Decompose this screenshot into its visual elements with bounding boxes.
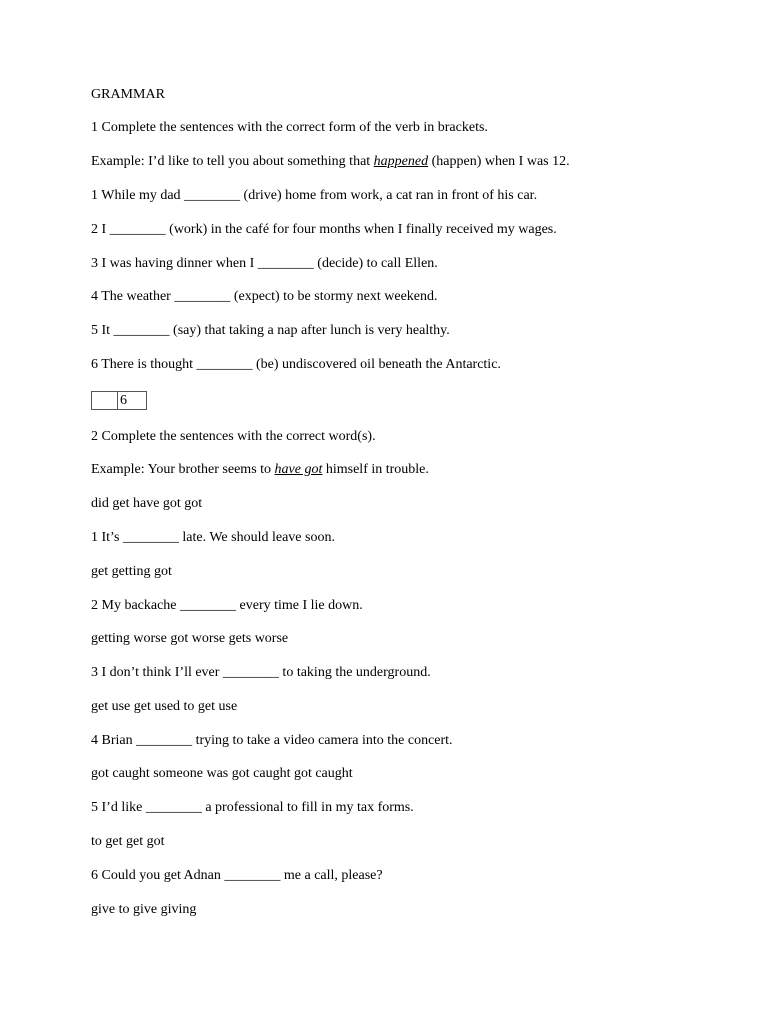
section-1-instruction: 1 Complete the sentences with the correct form of the verb in brackets.: [91, 120, 488, 135]
section-1-item: 1 While my dad ________ (drive) home from work, a cat ran in front of his car.: [91, 188, 538, 203]
section-2-item-options: get use get used to get use: [91, 699, 238, 714]
section-2-item-options: to get get got: [91, 834, 165, 849]
section-1-item: 4 The weather ________ (expect) to be stormy next weekend.: [91, 289, 438, 304]
example-text-after: himself in trouble.: [322, 462, 429, 477]
section-1-item: 2 I ________ (work) in the café for four months when I finally received my wages.: [91, 222, 557, 237]
example-answer: have got: [274, 462, 323, 477]
example-answer: happened: [373, 154, 429, 169]
score-total: 6: [120, 393, 127, 408]
section-2-item: 2 My backache ________ every time I lie down.: [91, 598, 363, 613]
section-2-example: [91, 461, 429, 479]
section-2-item: 5 I’d like ________ a professional to fill in my tax forms.: [91, 800, 414, 815]
section-1-item: 6 There is thought ________ (be) undiscovered oil beneath the Antarctic.: [91, 357, 501, 372]
section-2-example-options: did get have got got: [91, 496, 203, 511]
worksheet-heading: GRAMMAR: [91, 87, 165, 102]
section-2-item-options: got caught someone was got caught got caught: [91, 766, 353, 781]
section-2-instruction: 2 Complete the sentences with the correct word(s).: [91, 429, 376, 444]
section-2-item-options: get getting got: [91, 564, 172, 579]
section-1-item: 3 I was having dinner when I ________ (decide) to call Ellen.: [91, 256, 438, 271]
score-box: [91, 391, 147, 410]
example-text-before: Example: I’d like to tell you about something that: [91, 154, 374, 169]
section-2-item: 4 Brian ________ trying to take a video camera into the concert.: [91, 733, 453, 748]
example-text-before: Example: Your brother seems to: [91, 462, 275, 477]
example-text-after: (happen) when I was 12.: [428, 154, 570, 169]
section-2-item-options: give to give giving: [91, 902, 197, 917]
section-1-item: 5 It ________ (say) that taking a nap after lunch is very healthy.: [91, 323, 450, 338]
section-2-item: 1 It’s ________ late. We should leave soon.: [91, 530, 335, 545]
section-2-item: 3 I don’t think I’ll ever ________ to taking the underground.: [91, 665, 431, 680]
section-1-example: [91, 153, 570, 171]
section-2-item-options: getting worse got worse gets worse: [91, 631, 289, 646]
score-box-divider: [117, 392, 118, 409]
section-2-item: 6 Could you get Adnan ________ me a call, please?: [91, 868, 383, 883]
